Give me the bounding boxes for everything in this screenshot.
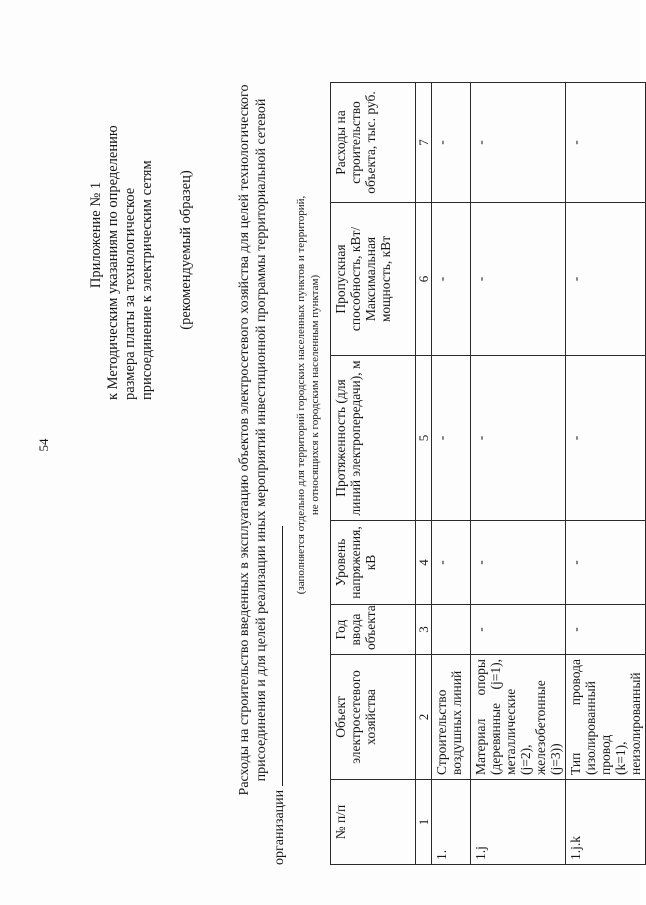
appendix-line: размера платы за технологическое [122,187,138,400]
value-cell: - [432,83,471,203]
row-number: 1.j [471,780,566,865]
row-number: 1.j.k [566,780,646,865]
title-line [270,15,288,865]
expenses-table [330,82,646,865]
value-cell: - [432,203,471,356]
value-cell: - [566,203,646,356]
column-number: 5 [416,356,432,521]
value-cell [432,605,471,655]
header-cell: Расходы на строительство объекта, тыс. руб. [331,83,416,203]
header-cell: № п/п [331,780,416,865]
row-number: 1. [432,780,471,865]
column-number: 2 [416,655,432,780]
column-number: 7 [416,83,432,203]
object-line: железобетонные (j=3)) [533,680,563,775]
value-cell: - [471,521,566,605]
value-cell: - [566,605,646,655]
column-number: 1 [416,780,432,865]
object-line: воздушных линий [449,670,464,775]
value-cell: - [566,521,646,605]
fill-instruction-note [294,185,322,605]
title-line: присоединения и для целей реализации иных мероприятий инвестиционной программы территориальной сетевой [254,98,269,782]
table-row [566,83,646,865]
page-number: 54 [36,438,51,452]
header-cell: Объект электросетевого хозяйства [331,655,416,780]
table-row [432,83,471,865]
value-cell: - [471,605,566,655]
column-number: 4 [416,521,432,605]
object-line: (изолированный провод [583,681,613,775]
header-cell: Уровень напряжения, кВ [331,521,416,605]
appendix-line: Приложение № 1 [88,181,104,289]
object-line: (k=1), неизолированный [613,672,643,775]
column-number: 6 [416,203,432,356]
object-line: металлические (j=2), [503,688,533,775]
object-line: Материал опоры [473,659,488,775]
table-row [471,83,566,865]
header-cell: Протяженность (для линий электропередачи), м [331,356,416,521]
document-title [236,15,288,865]
column-number: 3 [416,605,432,655]
column-number-row [416,83,432,865]
organization-blank-line [270,526,283,786]
value-cell: - [566,356,646,521]
value-cell: - [566,83,646,203]
value-cell: - [471,203,566,356]
note-line: (заполняется отдельно для территорий городских населенных пунктов и территорий, [295,195,307,595]
object-line: (деревянные (j=1), [488,659,503,775]
object-line: Строительство [434,689,449,775]
value-cell: - [432,521,471,605]
value-cell: - [432,356,471,521]
note-line: не относящихся к городским населенным пунктам) [309,274,321,516]
recommended-sample-label: (рекомендуемый образец) [178,170,194,330]
appendix-heading [88,70,156,400]
table-header-row [331,83,416,865]
object-cell [566,655,646,780]
appendix-line: к Методическим указаниям по определению [105,125,121,400]
object-line: Тип провода [568,659,583,775]
value-cell: - [471,356,566,521]
value-cell: - [471,83,566,203]
object-cell [471,655,566,780]
organization-label: организации [272,789,287,865]
header-cell: Пропускная способность, кВт/ Максимальная мощность, кВт [331,203,416,356]
title-line: Расходы на строительство введенных в эксплуатацию объектов электросетевого хозяйства для целей технологического [237,84,252,796]
header-cell: Год ввода объекта [331,605,416,655]
object-cell [432,655,471,780]
appendix-line: присоединение к электрическим сетям [139,160,155,400]
